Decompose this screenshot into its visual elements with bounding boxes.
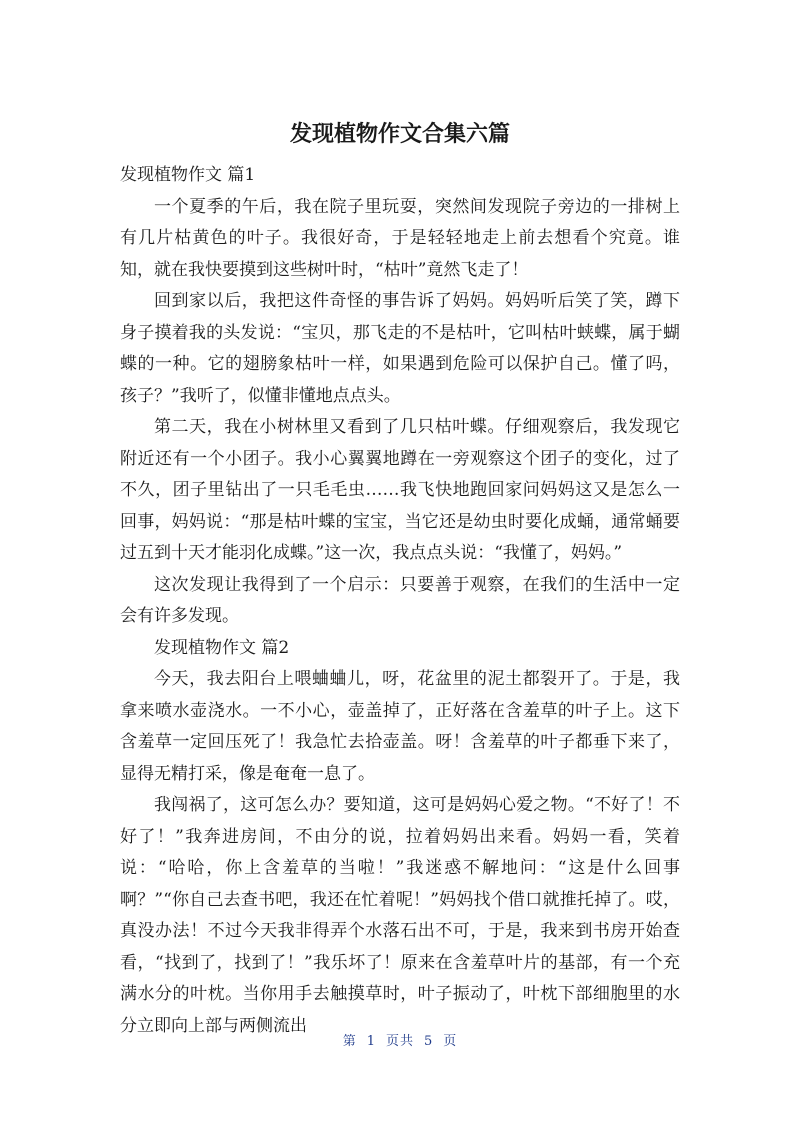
total-pages-number: 5 — [424, 1034, 434, 1049]
current-page-number: 1 — [366, 1034, 376, 1049]
page-label-mid: 页共 — [385, 1034, 414, 1049]
paragraph: 今天，我去阳台上喂蛐蛐儿，呀，花盆里的泥土都裂开了。于是，我拿来喷水壶浇水。一不小心，壶盖掉了，正好落在含羞草的叶子上。这下含羞草一定回压死了！我急忙去拾壶盖。呀！含羞草的叶子都垂下来了，显得无精打采，像是奄奄一息了。 — [120, 669, 680, 784]
paragraph: 第二天，我在小树林里又看到了几只枯叶蝶。仔细观察后，我发现它附近还有一个小团子。我小心翼翼地蹲在一旁观察这个团子的变化，过了不久，团子里钻出了一只毛毛虫……我飞快地跑回家问妈妈这又是怎么一回事，妈妈说：“那是枯叶蝶的宝宝，当它还是幼虫时要化成蛹，通常蛹要过五到十天才能羽化成蝶。”这一次，我点点头说：“我懂了，妈妈。” — [120, 417, 680, 563]
paragraph: 一个夏季的午后，我在院子里玩耍，突然间发现院子旁边的一排树上有几片枯黄色的叶子。我很好奇，于是轻轻地走上前去想看个究竟。谁知，就在我快要摸到这些树叶时，“枯叶”竟然飞走了！ — [120, 196, 680, 280]
document-title: 发现植物作文合集六篇 — [289, 122, 510, 147]
page-footer — [0, 1030, 800, 1049]
paragraph: 这次发现让我得到了一个启示：只要善于观察，在我们的生活中一定会有许多发现。 — [120, 574, 680, 626]
page-label-suffix: 页 — [443, 1034, 458, 1049]
paragraph: 回到家以后，我把这件奇怪的事告诉了妈妈。妈妈听后笑了笑，蹲下身子摸着我的头发说：“宝贝，那飞走的不是枯叶，它叫枯叶蛱蝶，属于蝴蝶的一种。它的翅膀象枯叶一样，如果遇到危险可以保护自己。懂了吗，孩子？”我听了，似懂非懂地点点头。 — [120, 291, 680, 406]
section-heading: 发现植物作文 篇2 — [154, 637, 290, 658]
paragraph: 我闯祸了，这可怎么办？要知道，这可是妈妈心爱之物。“不好了！不好了！”我奔进房间，不由分的说，拉着妈妈出来看。妈妈一看，笑着说：“哈哈，你上含羞草的当啦！”我迷惑不解地问：“这是什么回事啊？”“你自己去查书吧，我还在忙着呢！”妈妈找个借口就推托掉了。哎，真没办法！不过今天我非得弄个水落石出不可，于是，我来到书房开始查看，“找到了，找到了！”我乐坏了！原来在含羞草叶片的基部，有一个充满水分的叶枕。当你用手去触摸草时，叶子振动了，叶枕下部细胞里的水分立即向上部与两侧流出 — [120, 795, 680, 1036]
page-label-prefix: 第 — [342, 1034, 357, 1049]
document-body — [120, 160, 680, 1042]
section-heading: 发现植物作文 篇1 — [120, 165, 256, 185]
